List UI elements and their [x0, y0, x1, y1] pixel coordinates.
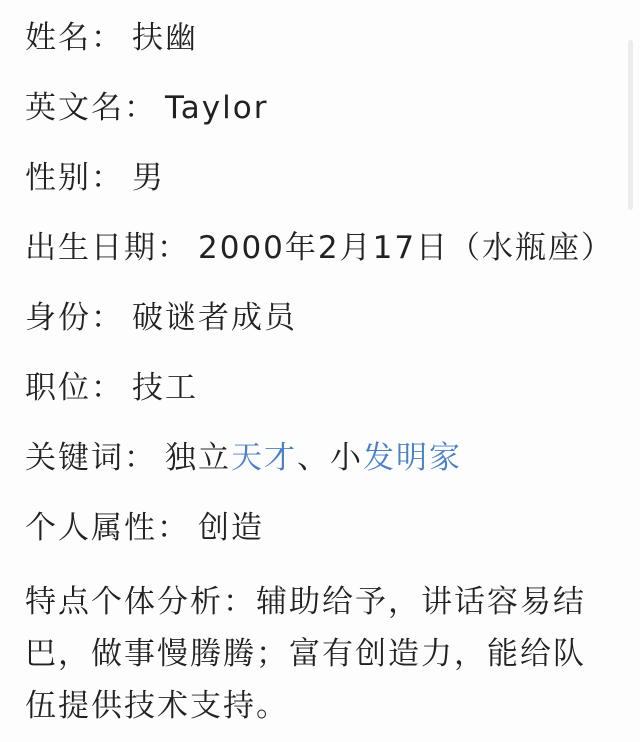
analysis-text: 辅助给予，讲话容易结巴，做事慢腾腾；富有创造力，能给队伍提供技术支持。 [25, 584, 586, 724]
english-name-value: Taylor [165, 90, 269, 126]
keywords-label: 关键词： [25, 440, 157, 476]
keyword-segment-plain: 、小 [297, 440, 363, 476]
attribute-value: 创造 [198, 510, 264, 546]
identity-value: 破谜者成员 [132, 300, 297, 336]
field-row-attribute [25, 506, 610, 550]
attribute-label: 个人属性： [25, 510, 190, 546]
keyword-segment-highlighted: 发明家 [363, 440, 462, 476]
field-row-birthdate [25, 226, 615, 270]
field-row-english-name [25, 86, 610, 130]
birthdate-label: 出生日期： [25, 230, 190, 266]
scrollbar-track [628, 0, 633, 742]
keyword-segment-highlighted: 天才 [231, 440, 297, 476]
gender-value: 男 [132, 160, 165, 196]
field-row-gender [25, 156, 610, 200]
name-value: 扶幽 [132, 20, 198, 56]
name-label: 姓名： [25, 20, 124, 56]
english-name-label: 英文名： [25, 90, 157, 126]
field-row-position [25, 366, 610, 410]
position-label: 职位： [25, 370, 124, 406]
scrollbar-thumb[interactable] [628, 40, 633, 210]
field-row-name [25, 16, 610, 60]
gender-label: 性别： [25, 160, 124, 196]
field-row-keywords [25, 436, 610, 480]
analysis-label: 特点个体分析： [25, 584, 256, 620]
position-value: 技工 [132, 370, 198, 406]
keyword-segment-plain: 独立 [165, 440, 231, 476]
analysis-paragraph [25, 576, 610, 732]
birthdate-value: 2000年2月17日（水瓶座） [198, 230, 615, 266]
field-row-identity [25, 296, 610, 340]
identity-label: 身份： [25, 300, 124, 336]
